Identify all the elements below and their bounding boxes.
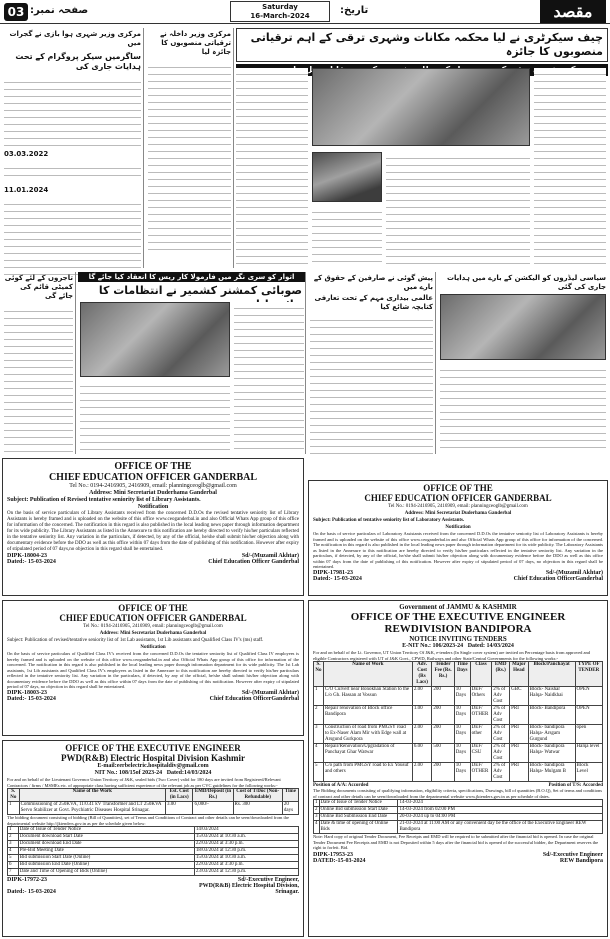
ad2-title: CHIEF EDUCATION OFFICER GANDERBAL [364,493,552,503]
ad4-schedule-cell: Bid submission Start Date (Online) [18,855,194,862]
ad5-works-cell: open [575,725,602,744]
ad5-works-cell: DEF/ other [470,725,492,744]
ad5-works-cell: 2% of Adv Cost [492,725,510,744]
ad4-schedule-cell: Document download End Date [18,841,194,848]
ad5-works-table [313,661,603,782]
ad5-works-cell: 3 [314,725,324,744]
ad5-works-cell: 2 [314,706,324,725]
ad1-signer: Chief Education Officer Ganderbal [208,559,299,565]
mid-body-bottom [80,380,230,450]
ad-ceo-laboratory [308,480,608,596]
main-story [236,28,608,268]
ad5-works-cell: 500 [432,744,454,763]
ad4-nit: NIT No.: 108/15of 2023-24 [94,770,163,776]
main-body-mid [386,152,530,264]
ad5-works-col-header: Name of Work [323,662,412,687]
ad4-schedule-cell: 1 [8,827,19,834]
ad5-schedule-cell: Date & time of opening of Online Bids [319,821,398,834]
ad4-works-col-header: Time [282,789,298,802]
ad5-works-cell: 2.00 [412,687,431,706]
ad4-works-cell: Commissioning of 250KVA, 11/0.41 kV Transformer and LT 250KVA Servo Stabilizer at Govt. Psychiatric Diseases Hospital Srinagar. [19,802,165,815]
ad4-dipk: DIPK-17972-23 [7,877,47,883]
ad5-works-col-header: EMD (Rs.) [492,662,510,687]
ad5-works-cell: OPEN [575,706,602,725]
ad5-works-cell: 10 Days [454,744,470,763]
ad4-schedule-cell: Document download Start Date [18,834,194,841]
mid-body-right [234,302,304,450]
ad4-schedule-row [8,827,299,834]
main-photo [312,68,530,146]
ad5-schedule-row [314,800,603,807]
date-label: تاریخ: [340,5,369,16]
ad3-notification: Notification [140,645,166,650]
ad5-schedule-cell: 21-03-2024 at 11:00 AM or any convenient day be the office of the Executive Engineer REW Bandipora [398,821,603,834]
ad4-works-col-header: S. No [8,789,20,802]
mid-headline-2: صوبائی کمشنر کشمیر نے انتظامات کا [98,284,302,297]
ad4-works-cell: 1 [8,802,20,815]
ad4-works-cell: 20 days [282,802,298,815]
ad5-works-cell: PRI [510,744,529,763]
divider-1 [2,270,608,271]
ad5-works-col-header: Major Head [510,662,529,687]
ad5-works-cell: Block- bandipora Halqa- Arsgam Gurgund [528,725,575,744]
ad5-bid-note: The Bidding documents consisting of qualifying information, eligibility criteria, specifications, Drawings, bill of quantities (B.O.Q), Set of terms and conditions of contract and other details can be seen/downloaded from the departmental website www.jktenders.gov.in as per schedule of dates. [313,788,602,799]
second-col-story [146,28,234,268]
main-body-left [236,68,308,264]
ad3-title: CHIEF EDUCATION OFFICER GANDERBAL [59,613,247,623]
left-top-body-1 [4,76,141,146]
left-mid-headline: تاجروں کے لئے کوئی کمیٹی قائم کی جائے گی [4,274,73,300]
ad4-schedule-row [8,848,299,855]
ad2-body: On the basis of service particulars of Laboratory Assistants received from the concerned D.D.Os the tentative seniority list of Laboratory Assistants is hereby framed and is uploaded on the website of this office www.ceoganderbal.in and also Official Whats App group of this office for information of the concerned. The notification in this regard is also published in the local leading news paper through information department for its wide publicity. The Laboratory Assistants as listed in the Annexure to this notification are hereby directed to verify his/her particulars reflected in the tentative seniority list. Any variation in the particulars, if detected, by any of the official, he/she shall submit his/her objection along with documentary evidence before the DDO as well as this office within 07 days from the date of publishing of this notification. However after expiry of stipulated period of 07 days, no objection in this regard shall be entertained. [313,531,603,569]
ad5-works-row [314,763,603,782]
left-mid-story [2,272,76,454]
ad5-works-cell: Halqa level [575,744,602,763]
ad4-schedule-cell: 5 [8,855,19,862]
ad5-works-cell: Repair/Renovation/Upgradation of Panchayat Ghar Watwar [323,744,412,763]
ad5-works-cell: 5 [314,763,324,782]
ad5-works-cell: 200 [432,725,454,744]
ad4-note: The bidding document consisting of bidding (Bill of Quantities), set of Terms and Conditions of Contract and other details can be seen/downloaded from the departmental website http://jktenders.gov.in as per the schedule given below: [7,815,290,826]
ad4-works-col-header: Name of the Work [19,789,165,802]
ad5-works-cell: 4 [314,744,324,763]
ad1-office: OFFICE OF THE [114,461,192,472]
left-top-body-3 [4,198,141,278]
ad4-schedule-cell: 22/03/2024 at 3:30 p.m. [194,841,298,848]
ad5-works-cell: 10 Days [454,725,470,744]
ad5-position-ts: Position of T/S: Accorded [548,783,603,788]
right-mid-body [310,314,433,454]
ad4-schedule-cell: 18/03/2024 at 12:30 p.m. [194,848,298,855]
ad5-works-col-header: Adv. Cost (Rs Lacs) [412,662,431,687]
ad4-schedule-cell: 23/03/2024 at 12:30 p.m. [194,869,298,876]
ad5-schedule-cell: 20-03-2024 up to 04:00 PM [398,814,603,821]
ad5-works-cell: 1 [314,687,324,706]
ad4-schedule-table [7,826,299,876]
ad5-works-cell: 2% of Adv Cost [492,706,510,725]
ad4-schedule-cell: 15/03/2024 at 10:30 a.m. [194,834,298,841]
ad4-schedule-row [8,862,299,869]
date-day: Saturday [262,3,298,11]
ad4-schedule-cell: 3 [8,841,19,848]
ad4-schedule-row [8,841,299,848]
ad4-schedule-cell: Date of Issue of Tender Notice [18,827,194,834]
ad5-schedule-cell: 1 [315,800,318,805]
ad5-works-row [314,687,603,706]
ad5-schedule-cell: 14-03-2024 from 02:00 PM [398,807,603,814]
ad5-works-cell: DEF/ OTHER [470,763,492,782]
left-mid-body [4,305,73,455]
ad5-works-col-header: Class [470,662,492,687]
ad5-intro: For and on behalf of the Lt. Governor, UT Union Territory Of J&K, e-tenders (In Single cover system) are invited on Percentage basis from approved and eligible Contractors registered with UT of J&K Govt., CPWD, Railways and other State/Central Governments for the following works:- [313,650,591,661]
ad5-gov: Government of JAMMU & KASHMIR [399,603,517,611]
ad-ceo-library [2,458,304,596]
ad3-body: On the basis of service particulars of Qualified Class IV's received from the concerned D.D.Os the tentative seniority list of Qualified Class IV employees is hereby framed and is uploaded on the website of this office www.ceoganderbal.in and also Official Whats App group of this office for information of the concerned. The notification in this regard is also published in the local leading news paper through information department for its wide publicity. The 1st Lab assistants, 1st Lib assistants and Qualified Class IV's employees as listed in the Annexure to this notification are hereby directed to verify his/her particulars reflected in the tentative seniority list. Any variation in the particulars, if detected, by any of the official, he/she shall submit his/her objection along with documentary evidence before the DDO as well as this office within 07 days from the date of publishing of this notification. However after expiry of stipulated period of 07 days, no objection in this regard shall be entertained. [7,651,299,689]
mid-headline-1: اتوار کو سری نگر میں فارمولا کار ریس کا انعقاد کیا جائے گا [78,272,305,282]
ad4-works-cell: 6,000/- [193,802,233,815]
ad1-notification: Notification [137,504,169,510]
ad5-schedule-cell: 4 [314,821,320,834]
ad1-subject: Subject: Publication of Revised tentative seniority list of Library Assistants. [7,497,201,503]
ad3-subject: Subject: Publication of revised/tentative seniority list of 1st Lab assistants, 1st Lib assistants and Qualified Class IV's (ms) staff. [7,638,264,643]
ad4-nit-dated: Dated:14/03/2024 [166,770,212,776]
ad5-works-cell: 2.00 [412,763,431,782]
ad5-works-cell: Block- Bandipora [528,706,575,725]
ad5-works-cell: Block- bandipora Halqa- Watwar [528,744,575,763]
ad4-works-cell: 3.00 [165,802,193,815]
ad5-works-cell: Block- Naishar Halqa- Naidkhai [528,687,575,706]
ad5-works-row [314,725,603,744]
ad4-office: OFFICE OF THE EXECUTIVE ENGINEER [65,743,241,753]
main-body-small [312,206,382,264]
far-right-body [440,364,606,450]
ad4-schedule-row [8,855,299,862]
ad5-works-cell: PRI [510,725,529,744]
ad5-works-cell: PRI [510,706,529,725]
ad5-works-cell: 200 [432,763,454,782]
ad5-works-col-header: Time Days [454,662,470,687]
main-headline: چیف سیکرٹری نے لیا محکمہ مکانات وشہری ترقی کے اہم ترقیاتی منصوبوں کا جائزہ [236,28,608,62]
ad3-address: Address: Mini Secretariat Duderhama Ganderbal [99,631,207,636]
ad5-works-cell: 2% of Adv Cost [492,744,510,763]
page-number: 03 [4,3,28,21]
ad2-notification: Notification [445,525,471,530]
ad5-works-cell: 2% of Adv Cost [492,687,510,706]
ad5-works-cell: 10 Days [454,706,470,725]
ad4-signer: PWD(R&B) Electric Hospital Division, [199,883,299,889]
ad4-schedule-row [8,834,299,841]
ad4-schedule-cell: 4 [8,848,19,855]
ad5-works-col-header: Tender Fee (Rs. Rs.) [432,662,454,687]
ad5-sd: Sd/-Executive Engineer [542,851,603,858]
ad4-intro: For and on behalf of the Lieutenant Governor Union Territory of J&K, sealed bids (Two Cover) valid for 180 days are invited from Registered/Relevant Contractors / firms / MSMEs etc. of appropriate class having sufficient experience of the relevant job as per CVC guidelines for the following works:- [7,777,281,788]
ad2-address: Address: Mini Secretariat Duderhama Ganderbal [404,511,512,516]
right-mid-headline-2: عالمی بیداری مہم کے تحت تعارفی کتابچہ شائع کیا [314,294,433,311]
ad3-sd: Sd/-(Muzamil Akhtar) [241,689,299,696]
ad1-address: Address: Mini Secretariat Duderhama Ganderbal [89,490,217,496]
left-top-story [2,28,144,268]
ad3-dipk: DIPK-18003-23 [7,689,47,696]
ad-rew-tender [308,600,608,937]
ad2-subject: Subject: Publication of tentative seniority list of Laboratory Assistants. [313,518,465,523]
ad5-dated: DATED:-15-03-2024 [313,857,366,864]
ad5-works-cell: DEF/ OTHER [470,706,492,725]
newspaper-logo: مقصد [540,0,606,23]
ad4-works-col-header: EMD/Deposit (in Rs.) [194,789,232,800]
ad5-schedule-row [314,814,603,821]
ad2-tel: Tel No.: 0194-2416905, 2416909, email: planningceoglb@gmail.com [388,504,528,509]
ad5-works-cell: 10 Days [454,763,470,782]
ad4-works-row [8,802,299,815]
right-mid-headline-1: پیش گوئی نے صارفین کے حقوق کے بارے میں [313,274,433,291]
ad3-office: OFFICE OF THE [118,603,188,613]
ad5-nit-dated: Dated: 14/03/2024 [467,643,514,649]
page-label: صفحہ نمبر: [30,5,89,16]
ad1-tel: Tel No.: 0194-2416905, 2416909, email: planningceoglb@gmail.com [69,483,237,489]
ad4-dated: Dated:- 15-03-2024 [7,889,56,895]
ad5-signer: REW Bandipora [559,857,603,864]
far-right-photo [440,294,606,360]
ad5-works-cell: DEF/ Others [470,687,492,706]
ad5-works-cell: 200 [432,706,454,725]
far-right-mid-story [438,272,608,454]
ad5-footnote: Note: Hard copy of original Tender Document, Fee Receipts and EMD will be required to be submitted after the financial bid is opened. In case the original Tender Document Fee Receipts and EMD is not Deposited within 5 days after the financial bid is opened of the successful bidder, the Department reserves the right to forfeit. Bid. [313,834,599,850]
ad-ceo-seniority [2,600,304,736]
ad4-sd: Sd/-Executive Engineer, [237,877,299,883]
ad3-dated: Dated:- 15-03-2024 [7,695,56,702]
ad5-title: REWDIVISION BANDIPORA [384,623,532,635]
left-top-headline-1: مرکزی وزیر شہری ہوا بازی نے گجرات میں [9,30,141,47]
ad1-sd: Sd/-(Muzamil Akhtar) [241,553,299,559]
left-top-headline-2: ساگرمیں سیکر پروگرام کے تحت ہدایات جاری کی [15,52,141,71]
ad5-schedule-row [314,821,603,834]
ad5-works-cell: C/O Culvert near Bonokhan Station to the L/o Gh. Hassan at Vossun [323,687,412,706]
ad1-dipk: DIPK-18004-23 [7,553,47,559]
ad2-signer: Chief Education OfficerGanderbal [513,575,603,582]
masthead [0,0,610,24]
ad5-works-cell: Block Level [575,763,602,782]
ad5-works-cell: OPEN [575,687,602,706]
ad4-place: Srinagar. [275,889,299,895]
ad5-works-col-header: TYPE OF TENDER [575,662,602,687]
ad5-schedule-cell: 14-03-2024 [398,800,603,807]
ad5-works-row [314,744,603,763]
ad5-works-cell: Repair renovation of Block office Bandipora [323,706,412,725]
ad5-schedule-row [314,807,603,814]
ad5-schedule-cell: Online Bid Submission End Date [319,814,398,821]
ad1-body: On the basis of service particulars of Library Assistants received from the concerned D.D.Os the revised tentative seniority list of Library Assistants is hereby framed and is uploaded on the website of this office www.ceoganderbal.in and also Official Whats App group of this office for information of the concerned. The notification in this regard is also published in the local leading news paper through information department for its wide publicity. The Library Assistants as listed in the Annexure to this notification are hereby directed to verify his/her particulars reflected in the tentative seniority list. Any variation in the particulars, if detected, by any of the official, he/she shall submit his/her objection along with documentary evidence before the DDO as well as this office within 07 days from the date of publishing of this notification. However after expiry of stipulated period of 07 days,no objection in this regard shall be entertained. [7,511,299,552]
left-top-date-2: 11.01.2024 [4,186,49,194]
ad5-works-cell: PRI [510,763,529,782]
ad4-schedule-cell: Pre-Bid Meeting Date [18,848,194,855]
ad5-works-cell: 1.00 [412,706,431,725]
second-col-body [148,61,231,251]
ad5-schedule-cell: 2 [315,807,318,812]
ad4-schedule-cell: 2 [8,834,19,841]
ad5-works-cell: 2.00 [412,725,431,744]
main-body-right [534,68,606,264]
ad2-dated: Dated:- 15-03-2024 [313,575,362,582]
ad3-signer: Chief Education OfficerGanderbal [209,695,299,702]
ad4-schedule-cell: 14/03/2024 [194,827,298,834]
ad5-works-cell: DEF/ CSU [470,744,492,763]
ad5-works-cell: C/o path from PMGSY road to Ex Yousuf and others [323,763,412,782]
ad5-position-aa: Position of A/A: Accorded [313,783,369,788]
ad5-works-cell: 10 Days [454,687,470,706]
ad5-works-cell: 200 [432,687,454,706]
ad5-schedule-cell: Date of Issue of Tender Notice [319,800,398,807]
ad2-office: OFFICE OF THE [423,483,493,493]
ad1-title: CHIEF EDUCATION OFFICER GANDERBAL [48,472,258,483]
ad5-works-cell: GBC [510,687,529,706]
ad2-dipk: DIPK-17981-23 [313,569,353,576]
ad4-works-col-header: Cost of T/Doc (Non-Refundable) [233,789,282,802]
ad5-works-cell: Block- bandipora Halqa- Mulgam B [528,763,575,782]
second-col-headline: مرکزی وزیر داخلہ نے ترقیاتی منصوبوں کا جائزہ لیا [160,30,231,56]
left-top-date-1: 03.03.2022 [4,150,49,158]
ad5-works-col-header: S. No [314,662,324,687]
ad4-schedule-cell: 15/03/2024 at 10:30 a.m. [194,855,298,862]
left-top-body-2 [4,162,141,182]
right-mid-story [308,272,436,454]
ad5-nit: E-NIT No.: 106/2023-24 [402,643,464,649]
ad4-title: PWD(R&B) Electric Hospital Division Kashmir [61,753,245,763]
ad3-tel: Tel No.: 0194-2416905, 2416909, email: planningceoglb@gmail.com [83,624,223,629]
far-right-mid-headline: سیاسی لیڈروں کو الیکشن کے بارے میں ہدایات جاری کی گئی [446,274,606,291]
date-value: 16-March-2024 [250,12,310,20]
ad5-dipk: DIPK-17953-23 [313,851,353,858]
ad4-schedule-cell: 22/03/2024 at 3:30 p.m. [194,862,298,869]
ad4-schedule-cell: 7 [8,869,19,876]
mid-story [78,272,306,454]
ad5-works-col-header: Block/Panchayat [528,662,575,687]
ad4-works-cell: Rs. 300 [233,802,282,815]
ad4-email: E-mail:eerbelectric.hospitaldiv@gmail.com [97,763,209,769]
date-box [230,1,330,22]
ad5-schedule-table [313,799,603,834]
ad4-schedule-row [8,869,299,876]
ad2-sd: Sd/-(Muzamil Akhtar) [545,569,603,576]
ad4-works-col-header: Est. Cost (in Lacs) [165,789,193,802]
ad1-dated: Dated:- 15-03-2024 [7,559,56,565]
ad4-schedule-cell: Date and Time of Opening of Bids (Online) [18,869,194,876]
ad5-works-cell: Construction of road from PMGSY road to Ex-Naser Alam Mir with Edge wall at Arsgund Gurkpora [323,725,412,744]
ad5-works-cell: 6.00 [412,744,431,763]
ad4-works-table [7,788,299,815]
ad5-schedule-cell: 3 [315,814,318,819]
mid-photo [80,302,230,377]
ad4-schedule-cell: 6 [8,862,19,869]
ad-pwd-tender [2,740,304,937]
ad5-office: OFFICE OF THE EXECUTIVE ENGINEER [350,611,566,623]
ad5-schedule-cell: Online Bid submission Start Date [319,807,398,814]
main-photo-2 [312,152,382,202]
ad5-subtitle: NOTICE INVITING TENDERS [409,635,507,643]
ad5-works-cell: 2% of Adv Cost [492,763,510,782]
ad5-works-row [314,706,603,725]
ad4-schedule-cell: Bid submission End Date (Online) [18,862,194,869]
